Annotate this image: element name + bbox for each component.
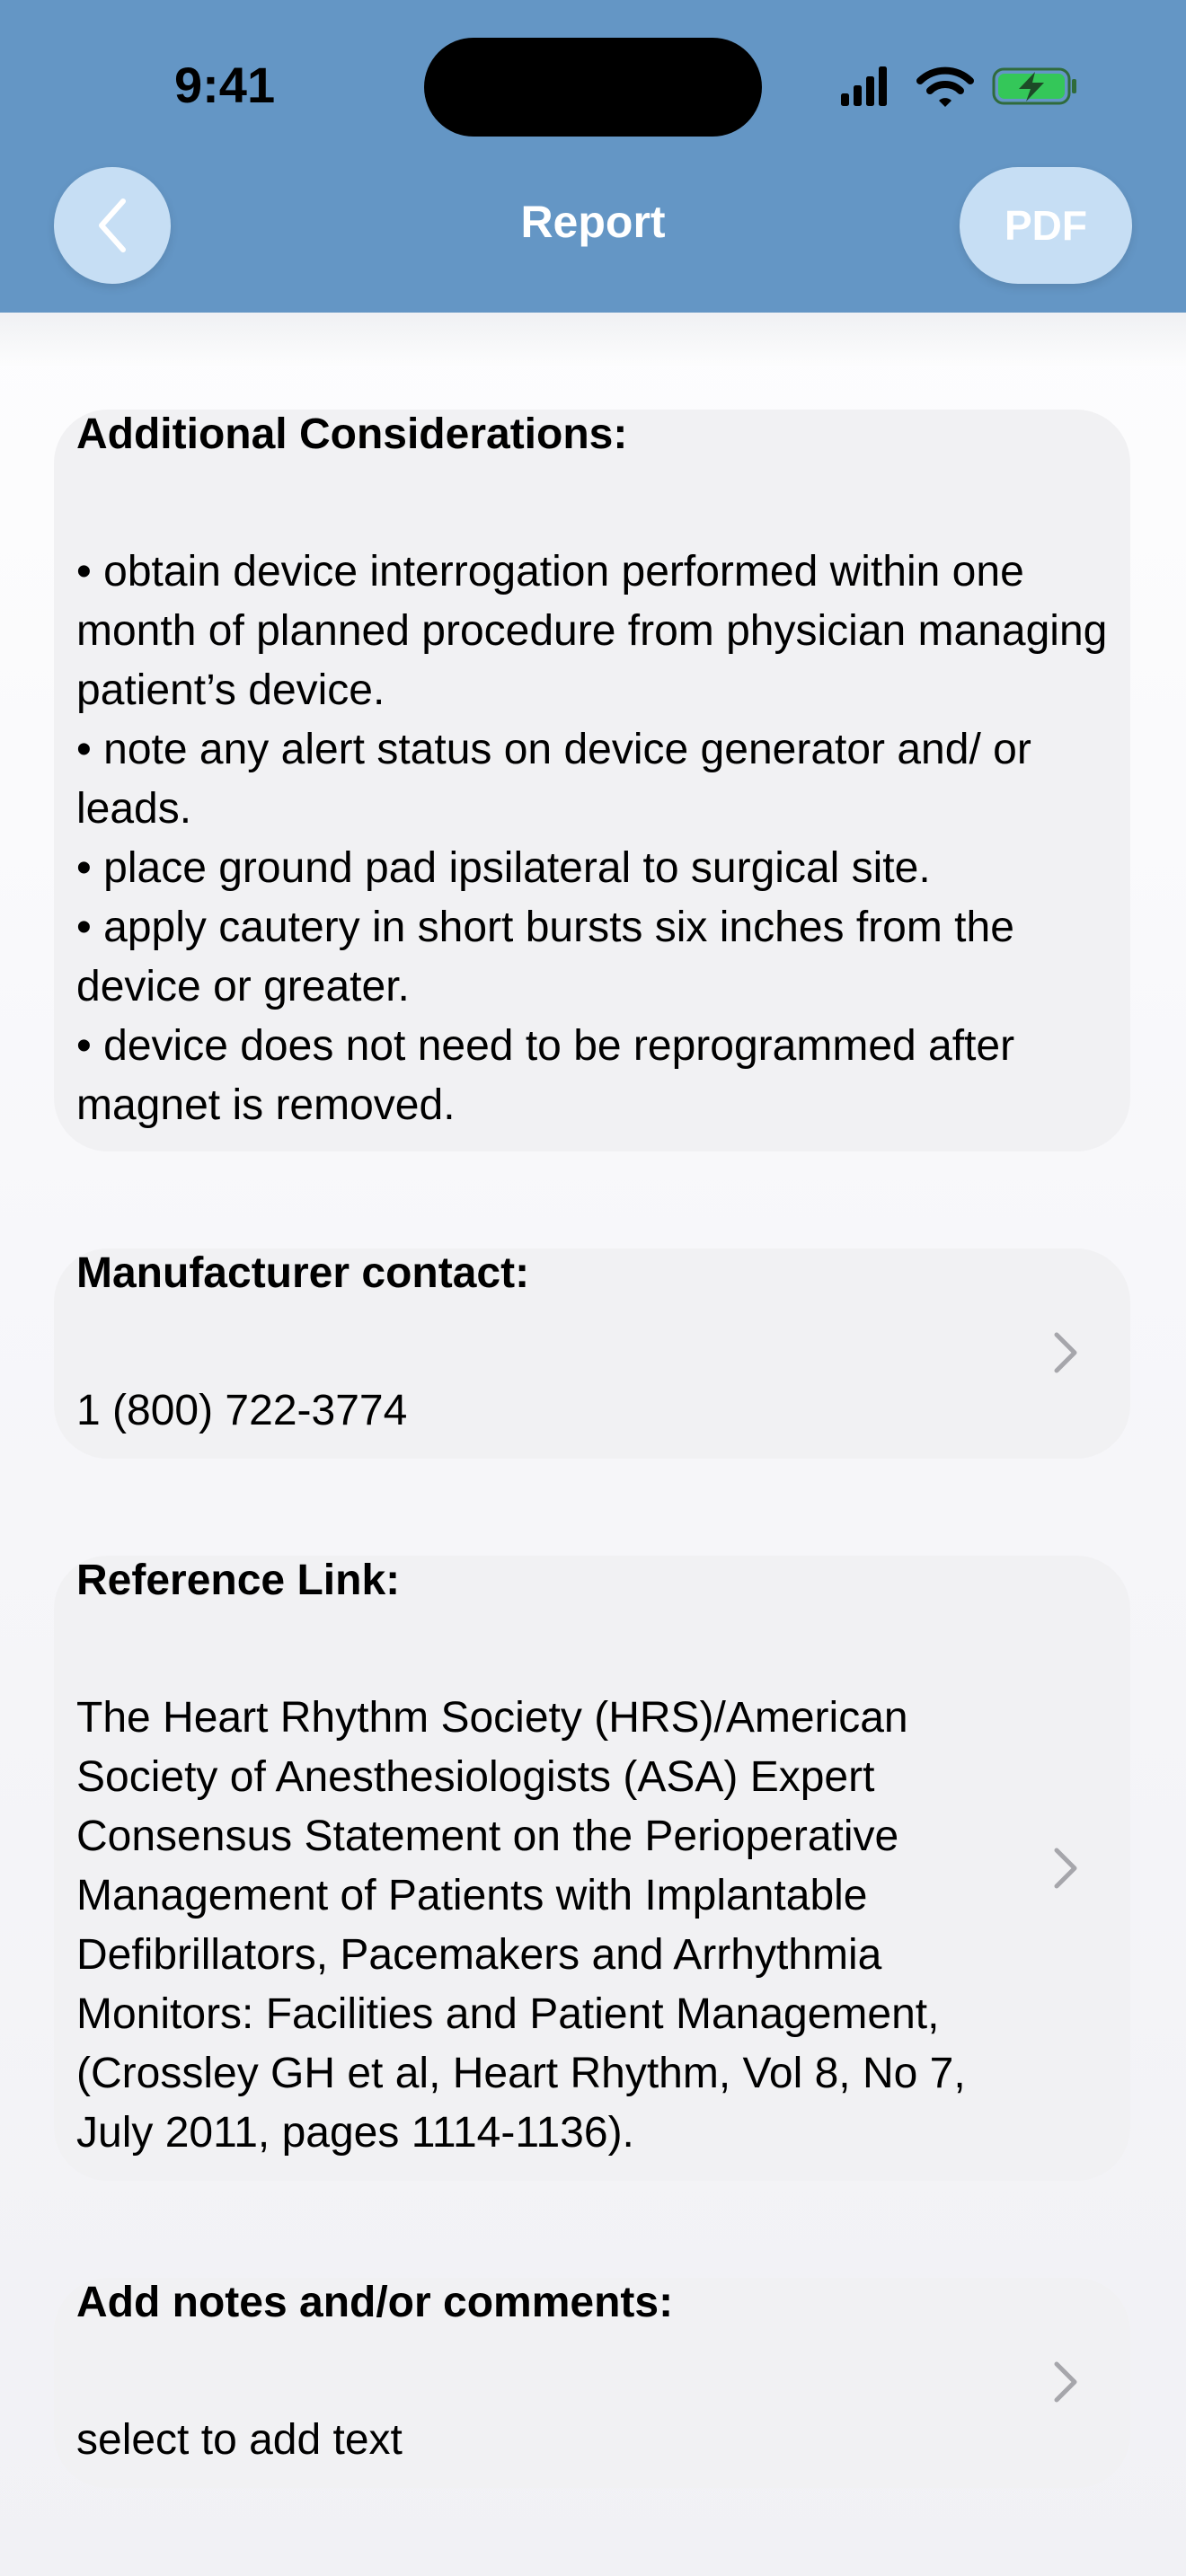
consideration-item: • place ground pad ipsilateral to surgical site. [76, 844, 931, 892]
navigation-header [0, 0, 1186, 313]
notes-input[interactable]: select to add text [76, 2416, 403, 2464]
back-button[interactable] [54, 167, 171, 284]
consideration-item: • obtain device interrogation performed within one month of planned procedure from physician managing patient’s device. [76, 548, 1108, 714]
manufacturer-phone[interactable]: 1 (800) 722-3774 [76, 1387, 408, 1434]
dynamic-island [424, 38, 762, 137]
status-icons [839, 63, 1082, 110]
notes-title: Add notes and/or comments: [76, 2279, 674, 2326]
chevron-right-icon [1051, 1845, 1080, 1892]
consideration-item: • apply cautery in short bursts six inches from the device or greater. [76, 904, 1014, 1010]
chevron-right-icon [1051, 1329, 1080, 1376]
pdf-button[interactable]: PDF [960, 167, 1132, 284]
header-shadow [0, 313, 1186, 366]
consideration-item: • note any alert status on device generator and/ or leads. [76, 726, 1031, 833]
chevron-left-icon [93, 196, 132, 255]
chevron-right-icon [1051, 2359, 1080, 2405]
signal-icon [841, 66, 887, 106]
page-title: Report [520, 197, 666, 247]
wifi-icon [920, 71, 970, 107]
consideration-item: • device does not need to be reprogrammed after magnet is removed. [76, 1022, 1015, 1129]
considerations-title: Additional Considerations: [76, 410, 628, 458]
manufacturer-contact-title: Manufacturer contact: [76, 1249, 530, 1297]
reference-link-text[interactable]: The Heart Rhythm Society (HRS)/American Society of Anesthesiologists (ASA) Expert Consensus Statement on the Perioperative Management of Patients with Implantable Defibrillators, Pacemakers and Arrhythmia Monitors: Facilities and Patient Management, (Crossley GH et al, Heart Rhythm, Vol 8, No 7, July 2011, pages 1114-1136). [76, 1694, 966, 2157]
considerations-list [76, 543, 1119, 1135]
battery-charging-icon [994, 69, 1076, 103]
reference-link-title: Reference Link: [76, 1557, 401, 1604]
status-time: 9:41 [174, 57, 276, 113]
